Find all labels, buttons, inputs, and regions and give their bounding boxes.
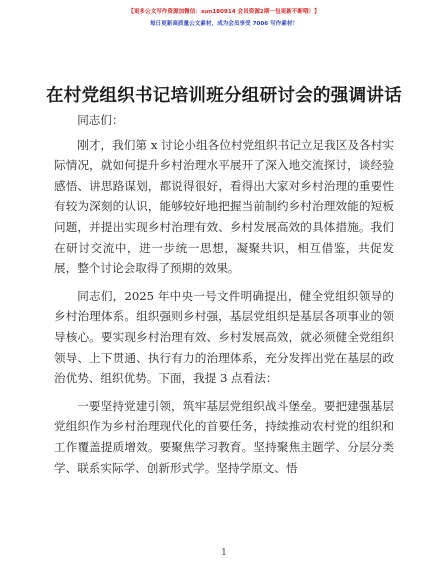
document-title: 在村党组织书记培训班分组研讨会的强调讲话 bbox=[46, 86, 402, 106]
paragraph-3: 一要坚持党建引领，筑牢基层党组织战斗堡垒。要把建强基层党组织作为乡村治理现代化的首要任务，持续推动农村党的组织和工作覆盖提质增效。要聚焦学习教育。坚持聚焦主题学、分层分类学、联系实际学、创新形式学。坚持学原文、悟 bbox=[54, 398, 394, 475]
promo-banner bbox=[0, 6, 448, 30]
greeting: 同志们： bbox=[77, 113, 124, 127]
banner-line-2: 每日更新高质量公文素材，成为会员享受 7006 写作素材！ bbox=[149, 21, 299, 27]
paragraph-2: 同志们，2025 年中央一号文件明确提出，健全党组织领导的乡村治理体系。组织强则乡村强，基层党组织是基层各项事业的领导核心。要实现乡村治理有效、乡村发展高效，就必须健全党组织领导、上下贯通、执行有力的治理体系，充分发挥出党在基层的政治优势、组织优势。下面，我提 3 点看法： bbox=[54, 288, 394, 386]
banner-line-1: 【更多公文写作资源加微信：sun180914 会员资源2期一包更新不断哦！】 bbox=[128, 9, 320, 15]
page-number: 1 bbox=[221, 548, 227, 558]
document-body bbox=[54, 110, 394, 478]
paragraph-1: 刚才，我们第 x 讨论小组各位村党组织书记立足我区及各村实际情况，就如何提升乡村治理水平展开了深入地交流探讨，谈经验感悟、讲思路谋划，都说得很好，看得出大家对乡村治理的重要性有较为深刻的认识，能够较好地把握当前制约乡村治理效能的短板问题，并提出实现乡村治理有效、乡村发展高效的具体措施。我们在研讨交流中，进一步统一思想，凝聚共识，相互借鉴，共促发展，整个讨论会取得了预期的效果。 bbox=[54, 137, 394, 276]
